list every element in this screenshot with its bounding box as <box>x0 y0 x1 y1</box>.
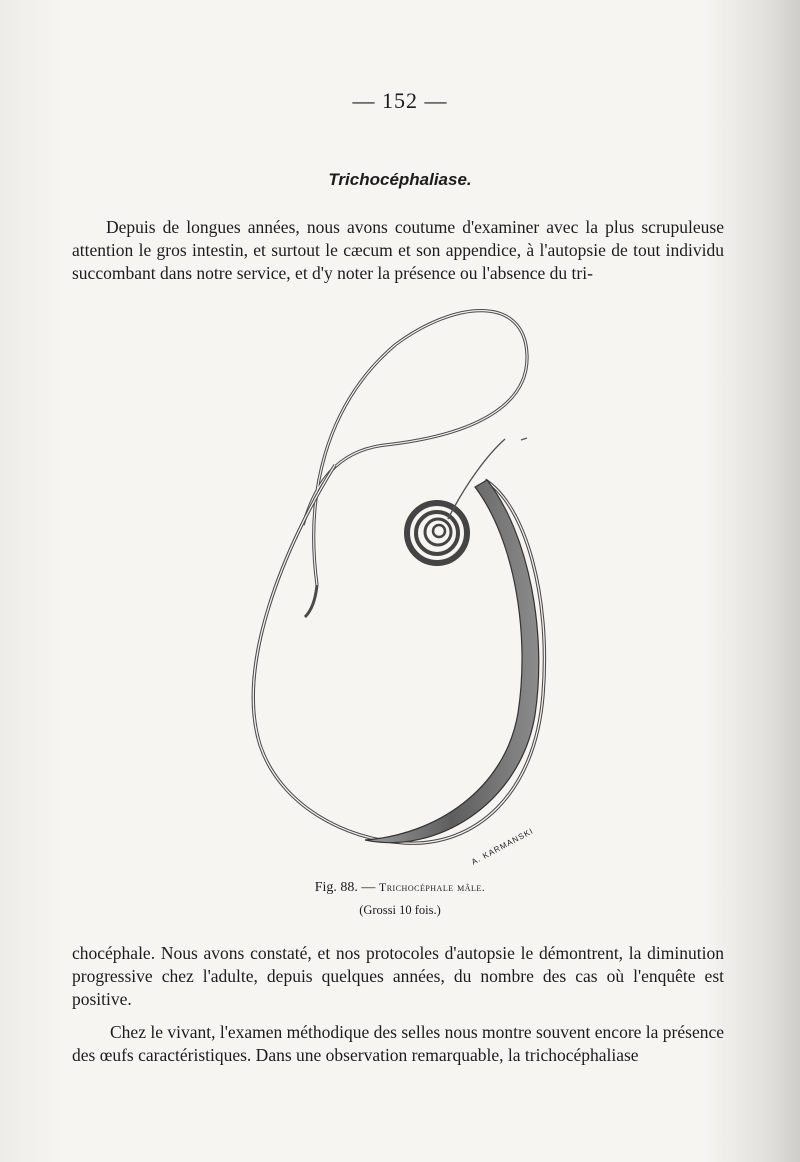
paragraph-3: Chez le vivant, l'examen méthodique des selles nous montre souvent encore la présence des œufs caractéristiques. Dans une observation remarquable, la trichocéphaliase <box>72 1022 724 1065</box>
worm-coiled-tail <box>407 503 467 563</box>
figure-label: Fig. 88. — <box>314 880 376 895</box>
artist-signature: A. KARMANSKI <box>469 826 535 867</box>
paragraph-1: Depuis de longues années, nous avons coutume d'examiner avec la plus scrupuleuse attention le gros intestin, et surtout le cæcum et son appendice, à l'autopsie de tout individu succombant dans notre service, et d'y noter la présence ou l'absence du tri- <box>72 217 724 283</box>
page-number: — 152 — <box>352 88 448 113</box>
figure-caption-text: Trichocéphale mâle. <box>378 880 486 894</box>
figure-scale: (Grossi 10 fois.) <box>359 903 441 917</box>
paragraph-2: chocéphale. Nous avons constaté, et nos protocoles d'autopsie le démontrent, la diminution progressive chez l'adulte, depuis quelques années, du nombre des cas où l'enquête est positive. <box>72 943 724 1009</box>
worm-anterior-loop <box>303 311 527 585</box>
figure-caption <box>0 880 800 896</box>
trichocephalus-illustration <box>225 295 585 875</box>
section-title: Trichocéphaliase. <box>328 170 472 189</box>
